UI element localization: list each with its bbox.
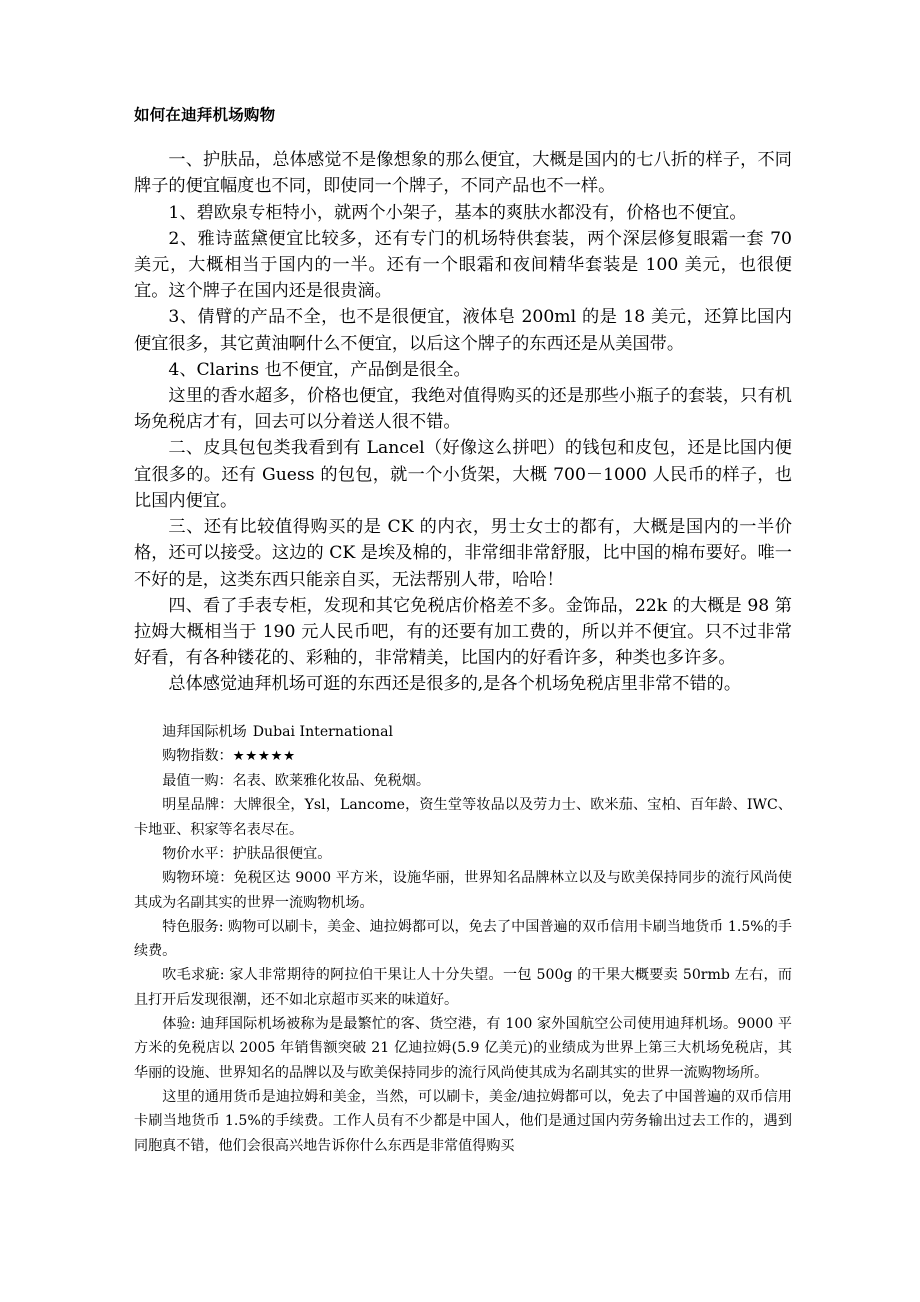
paragraph-ck-underwear: 三、还有比较值得购买的是 CK 的内衣，男士女士的都有，大概是国内的一半价格，还可以接受。这边的 CK 是埃及棉的，非常细非常舒服，比中国的棉布要好。唯一不好的是，这类东西只能亲自买，无法帮别人带，哈哈！ bbox=[134, 517, 792, 590]
info-text-special-service: 购物可以刷卡，美金、迪拉姆都可以，免去了中国普遍的双币信用卡刷当地货币 1.5%的手续费。 bbox=[134, 918, 793, 960]
info-text-experience: 迪拜国际机场被称为是最繁忙的客、货空港，有 100 家外国航空公司使用迪拜机场。9000 平方米的免税店以 2005 年销售额突破 21 亿迪拉姆(5.9 亿美元)的业绩成为世界上第三大机场免税店，其华丽的设施、世界知名的品牌以及与欧美保持同步的流行风尚使其成为名副其实的世界一流购物场所。 bbox=[134, 1016, 793, 1081]
paragraph-clarins: 4、Clarins 也不便宜，产品倒是很全。 bbox=[168, 359, 471, 380]
paragraph-skincare-intro: 一、护肤品，总体感觉不是像想象的那么便宜，大概是国内的七八折的样子，不同牌子的便宜幅度也不同，即使同一个牌子，不同产品也不一样。 bbox=[134, 150, 792, 197]
airport-name-heading bbox=[134, 720, 792, 744]
info-label-experience: 体验: bbox=[162, 1016, 196, 1033]
info-label-nitpick: 吹毛求疵: bbox=[162, 967, 225, 984]
info-text-environment: 免税区达 9000 平方米，设施华丽，世界知名品牌林立以及与欧美保持同步的流行风尚使其成为名副其实的世界一流购物机场。 bbox=[134, 870, 793, 911]
paragraph-currency-staff: 这里的通用货币是迪拉姆和美金，当然，可以刷卡，美金/迪拉姆都可以，免去了中国普遍的双币信用卡刷当地货币 1.5%的手续费。工作人员有不少都是中国人，他们是通过国内劳务输出过去工作的，遇到同胞真不错，他们会很高兴地告诉你什么东西是非常值得购买 bbox=[134, 1088, 792, 1154]
info-label-price-level: 物价水平： bbox=[162, 846, 233, 862]
info-text-star-brands: 大牌很全，Ysl，Lancome，资生堂等妆品以及劳力士、欧米茄、宝柏、百年龄、IWC、卡地亚、积家等名表尽在。 bbox=[134, 797, 792, 838]
paragraph-biotherm: 1、碧欧泉专柜特小，就两个小架子，基本的爽肤水都没有，价格也不便宜。 bbox=[168, 202, 747, 223]
paragraph-perfume: 这里的香水超多，价格也便宜，我绝对值得购买的还是那些小瓶子的套装，只有机场免税店才有，回去可以分着送人很不错。 bbox=[134, 386, 792, 433]
info-text-nitpick: 家人非常期待的阿拉伯干果让人十分失望。一包 500g 的干果大概要卖 50rmb 左右，而且打开后发现很潮，还不如北京超市买来的味道好。 bbox=[134, 967, 792, 1008]
paragraph-leather-goods: 二、皮具包包类我看到有 Lancel（好像这么拼吧）的钱包和皮包，还是比国内便宜很多的。还有 Guess 的包包，就一个小货架，大概 700－1000 人民币的样子，也比国内便宜。 bbox=[134, 438, 792, 511]
info-entry-nitpick bbox=[134, 963, 792, 1012]
airport-info-section bbox=[134, 720, 792, 1158]
info-label-best-buy: 最值一购： bbox=[162, 773, 233, 790]
info-text-best-buy: 名表、欧莱雅化妆品、免税烟。 bbox=[232, 773, 430, 790]
page-title: 如何在迪拜机场购物 bbox=[134, 106, 276, 124]
main-article-body bbox=[134, 147, 792, 697]
paragraph-clinique: 3、倩臂的产品不全，也不是很便宜，液体皂 200ml 的是 18 美元，还算比国内便宜很多，其它黄油啊什么不便宜，以后这个牌子的东西还是从美国带。 bbox=[134, 307, 792, 354]
info-entry-price-level bbox=[134, 842, 792, 866]
info-label-star-brands: 明星品牌： bbox=[162, 797, 234, 814]
info-label-special-service: 特色服务: bbox=[162, 918, 224, 935]
document-content bbox=[134, 104, 792, 1158]
paragraph-estee-lauder: 2、雅诗蓝黛便宜比较多，还有专门的机场特供套装，两个深层修复眼霜一套 70 美元，大概相当于国内的一半。还有一个眼霜和夜间精华套装是 100 美元，也很便宜。这个牌子在国内还是很贵滴。 bbox=[134, 228, 792, 302]
airport-name-en: Dubai International bbox=[252, 723, 394, 740]
info-label-environment: 购物环境： bbox=[162, 870, 234, 887]
paragraph-watches-gold: 四、看了手表专柜，发现和其它免税店价格差不多。金饰品，22k 的大概是 98 第拉姆大概相当于 190 元人民币吧，有的还要有加工费的，所以并不便宜。只不过非常好看，有各种镂花的、彩釉的，非常精美，比国内的好看许多，种类也多许多。 bbox=[134, 595, 792, 669]
info-entry-environment bbox=[134, 866, 792, 915]
info-entry-experience bbox=[134, 1012, 792, 1085]
shopping-index-row bbox=[134, 744, 792, 769]
info-entry-best-buy bbox=[134, 769, 792, 793]
airport-name-cn: 迪拜国际机场 bbox=[162, 723, 247, 740]
star-rating-icon: ★★★★★ bbox=[232, 748, 296, 764]
paragraph-summary: 总体感觉迪拜机场可逛的东西还是很多的,是各个机场免税店里非常不错的。 bbox=[168, 674, 742, 695]
info-entry-star-brands bbox=[134, 793, 792, 842]
info-text-price-level: 护肤品很便宜。 bbox=[232, 846, 332, 862]
info-entry-special-service bbox=[134, 915, 792, 964]
shopping-index-label: 购物指数： bbox=[162, 747, 233, 764]
